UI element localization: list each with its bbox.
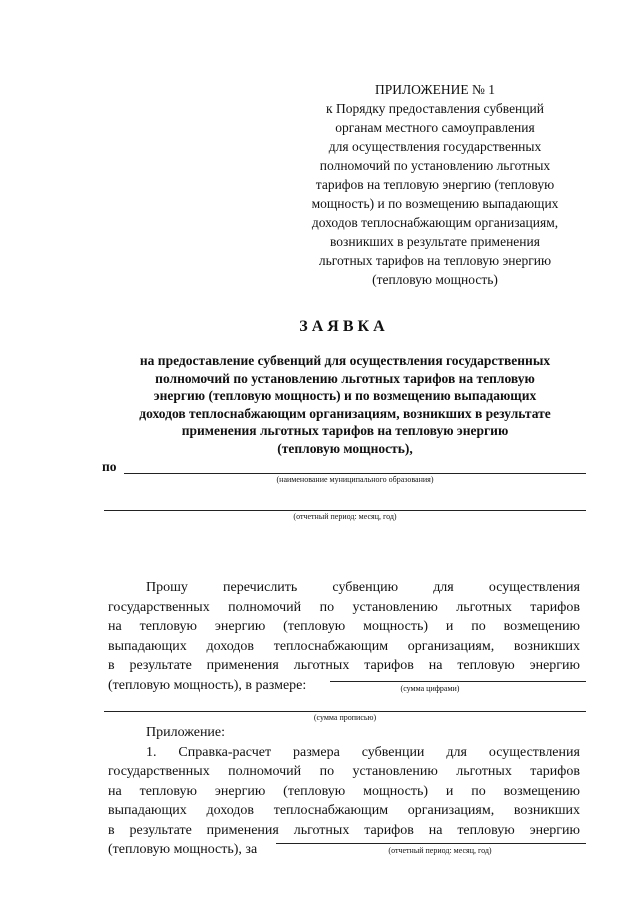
word: (тепловую (283, 783, 346, 799)
subtitle-line: (тепловую мощность), (277, 440, 413, 456)
word: энергию (529, 822, 580, 838)
attachment-line-6: (тепловую мощность), за (108, 842, 258, 857)
municipality-field[interactable] (124, 473, 586, 474)
word: тарифов (530, 764, 580, 779)
word: льготных (293, 822, 350, 838)
sum-words-field[interactable] (104, 711, 586, 712)
request-line-1: Прошу перечислить субвенцию для осуществления (146, 580, 580, 595)
word: льготных (293, 658, 350, 673)
attachment-period-field[interactable] (276, 843, 586, 844)
word: Справка-расчет (178, 744, 272, 760)
word: субвенции (361, 744, 425, 760)
word: теплоснабжающим (273, 803, 389, 818)
word: доходов (206, 638, 255, 654)
po-label: по (102, 459, 117, 474)
word: мощность) (363, 619, 428, 634)
word: (тепловую (283, 619, 346, 634)
attachments-heading: Приложение: (146, 725, 226, 740)
word: государственных (108, 764, 210, 779)
word: по (471, 619, 486, 634)
word: по (319, 764, 335, 779)
appendix-line: доходов теплоснабжающим организациям, (311, 215, 559, 230)
request-line-2 (108, 598, 580, 618)
document-subtitle (100, 352, 590, 457)
attachment-line-1 (108, 743, 580, 763)
word: размера (292, 744, 340, 760)
word: организациям, (407, 638, 495, 654)
word: полномочий (228, 764, 302, 779)
word: выпадающих (108, 803, 187, 818)
word: применения (206, 822, 279, 838)
word: тепловую (457, 822, 515, 838)
attachment-line-2 (108, 762, 580, 782)
word: тепловую (139, 619, 197, 634)
word: установлению (352, 764, 438, 779)
appendix-line: для осуществления государственных (328, 139, 542, 154)
appendix-line: тарифов на тепловую энергию (тепловую (315, 177, 555, 192)
appendix-line: к Порядку предоставления субвенций (326, 101, 544, 116)
word: применения (206, 658, 279, 673)
word: мощность) (363, 783, 428, 799)
appendix-line: мощность) и по возмещению выпадающих (311, 196, 559, 211)
subtitle-line: доходов теплоснабжающим организациям, возникших в результате (139, 405, 551, 421)
word: тепловую (139, 783, 197, 799)
appendix-header (290, 80, 580, 289)
word: возникших (513, 803, 580, 818)
word: льготных (456, 599, 512, 615)
word: организациям, (407, 803, 495, 818)
word: и (445, 619, 454, 634)
word: льготных (456, 764, 512, 779)
word: энергию (529, 658, 580, 673)
word: 1. (146, 744, 157, 760)
word: возмещению (503, 619, 580, 634)
word: для (446, 744, 467, 760)
subtitle-line: полномочий по установлению льготных тарифов на тепловую (155, 370, 535, 386)
word: энергию (214, 619, 266, 634)
subtitle-line: применения льготных тарифов на тепловую энергию (181, 423, 509, 438)
attachment-line-3 (108, 782, 580, 802)
request-paragraph (108, 578, 580, 695)
word: в (108, 658, 115, 673)
subtitle-line: на предоставление субвенций для осуществления государственных (139, 353, 551, 368)
document-title: ЗАЯВКА (299, 318, 389, 335)
appendix-line: ПРИЛОЖЕНИЕ № 1 (374, 82, 496, 97)
word: возмещению (503, 783, 580, 799)
request-line-4 (108, 637, 580, 657)
attachments-section (108, 723, 580, 860)
period-field[interactable] (104, 510, 586, 511)
appendix-line: (тепловую мощность) (372, 272, 498, 287)
word: на (108, 783, 122, 799)
word: доходов (206, 803, 255, 818)
word: возникших (513, 638, 580, 654)
attachment-period-caption: (отчетный период: месяц, год) (388, 846, 492, 855)
word: тарифов (364, 822, 414, 838)
sum-digits-caption: (сумма цифрами) (400, 684, 460, 693)
word: результате (129, 658, 192, 673)
word: государственных (108, 599, 210, 615)
word: установлению (352, 599, 438, 615)
word: результате (129, 822, 192, 838)
word: осуществления (488, 744, 580, 760)
municipality-caption: (наименование муниципального образования) (276, 475, 434, 484)
attachment-line-5 (108, 821, 580, 841)
word: и (445, 783, 454, 799)
appendix-line: льготных тарифов на тепловую энергию (318, 253, 552, 268)
word: энергию (214, 783, 266, 799)
attachment-line-4 (108, 801, 580, 821)
request-line-3 (108, 617, 580, 637)
request-line-5 (108, 656, 580, 676)
subtitle-line: энергию (тепловую мощность) и по возмещению выпадающих (153, 388, 537, 403)
word: теплоснабжающим (273, 638, 389, 654)
appendix-line: органам местного самоуправления (335, 120, 535, 135)
word: в (108, 822, 115, 838)
period-caption: (отчетный период: месяц, год) (293, 512, 397, 521)
sum-digits-field[interactable] (330, 681, 586, 682)
appendix-line: полномочий по установлению льготных (319, 158, 551, 173)
sum-words-caption: (сумма прописью) (313, 713, 377, 722)
word: на (108, 619, 122, 634)
word: выпадающих (108, 638, 187, 654)
word: тарифов (530, 599, 580, 615)
appendix-line: возникших в результате применения (330, 234, 540, 249)
word: на (428, 822, 443, 838)
word: по (471, 783, 486, 799)
word: тепловую (457, 658, 515, 673)
request-line-6: (тепловую мощность), в размере: (108, 677, 307, 693)
word: на (428, 658, 443, 673)
word: тарифов (364, 658, 414, 673)
word: по (319, 599, 335, 615)
word: полномочий (228, 599, 302, 615)
